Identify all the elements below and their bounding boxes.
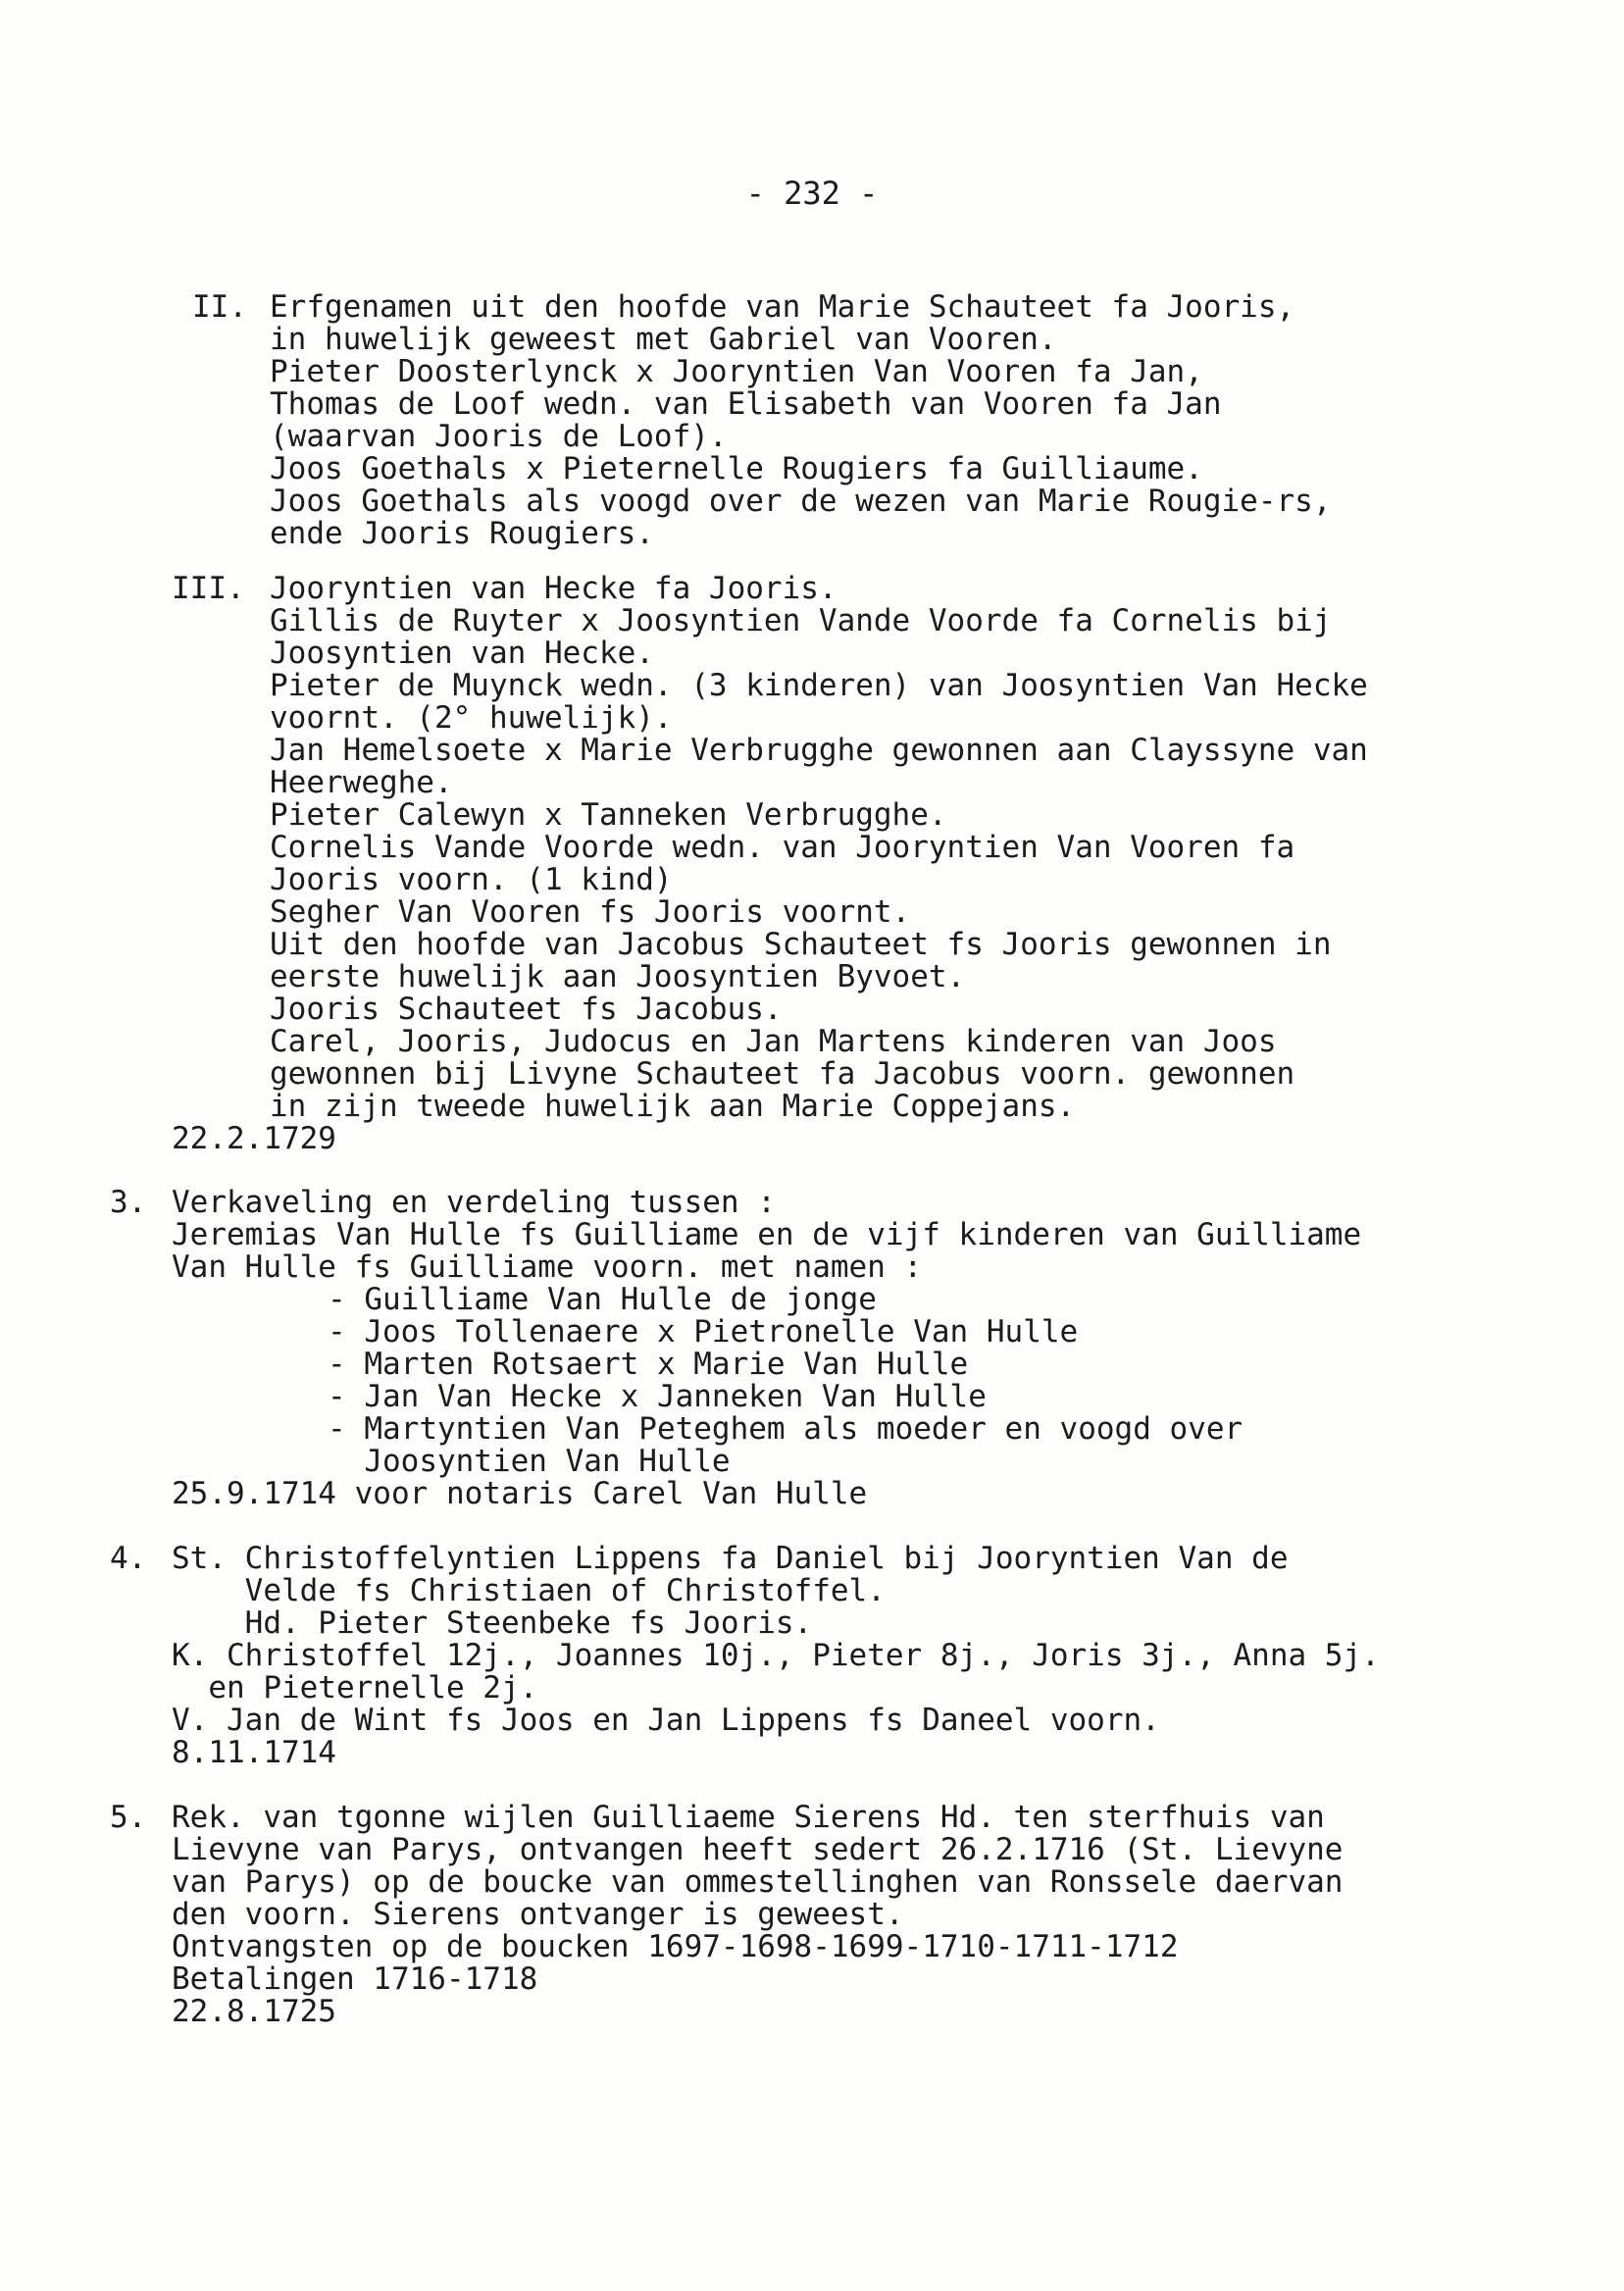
- text-line: Segher Van Vooren fs Jooris voornt.: [270, 894, 911, 930]
- text-line: Lievyne van Parys, ontvangen heeft sedert 26.2.1716 (St. Lievyne: [172, 1832, 1344, 1867]
- text-line: Ontvangsten op de boucken 1697-1698-1699-1710-1711-1712: [172, 1929, 1179, 1964]
- list-item: - Joos Tollenaere x Pietronelle Van Hulle: [328, 1314, 1079, 1349]
- text-line: Gillis de Ruyter x Joosyntien Vande Voorde fa Cornelis bij: [270, 603, 1332, 638]
- text-line: Jan Hemelsoete x Marie Verbrugghe gewonnen aan Clayssyne van: [270, 733, 1368, 768]
- date-line: 8.11.1714: [172, 1735, 336, 1770]
- text-line: in huwelijk geweest met Gabriel van Vooren.: [270, 322, 1057, 357]
- text-line: Jooris voorn. (1 kind): [270, 862, 673, 897]
- text-line: Betalingen 1716-1718: [172, 1961, 538, 1997]
- page-number: - 232 -: [745, 175, 879, 212]
- text-line: Joos Goethals x Pieternelle Rougiers fa Guilliaume.: [270, 451, 1203, 486]
- entry-number: 4.: [110, 1541, 147, 1576]
- text-line: Jeremias Van Hulle fs Guilliame en de vijf kinderen van Guilliame: [172, 1217, 1362, 1252]
- list-item: - Martyntien Van Peteghem als moeder en voogd over: [328, 1411, 1243, 1447]
- text-line: Pieter de Muynck wedn. (3 kinderen) van Joosyntien Van Hecke: [270, 668, 1368, 703]
- text-line: voornt. (2° huwelijk).: [270, 700, 673, 736]
- text-line: V. Jan de Wint fs Joos en Jan Lippens fs Daneel voorn.: [172, 1703, 1160, 1738]
- text-line: (waarvan Jooris de Loof).: [270, 419, 728, 454]
- section-number: II.: [192, 289, 247, 325]
- text-line: Joos Goethals als voogd over de wezen van Marie Rougie-rs,: [270, 484, 1332, 519]
- text-line: Heerweghe.: [270, 765, 453, 800]
- date-line: 22.2.1729: [172, 1121, 336, 1156]
- text-line: Joosyntien van Hecke.: [270, 636, 654, 671]
- list-item: Joosyntien Van Hulle: [328, 1444, 731, 1479]
- text-line: en Pieternelle 2j.: [172, 1670, 538, 1706]
- list-item: - Jan Van Hecke x Janneken Van Hulle: [328, 1379, 987, 1414]
- text-line: den voorn. Sierens ontvanger is geweest.: [172, 1897, 904, 1932]
- text-line: Verkaveling en verdeling tussen :: [172, 1185, 776, 1220]
- text-line: van Parys) op de boucke van ommestellinghen van Ronssele daervan: [172, 1864, 1344, 1900]
- text-line: eerste huwelijk aan Joosyntien Byvoet.: [270, 959, 966, 994]
- date-line: 22.8.1725: [172, 1994, 336, 2029]
- text-line: in zijn tweede huwelijk aan Marie Coppejans.: [270, 1089, 1076, 1124]
- text-line: Pieter Doosterlynck x Jooryntien Van Vooren fa Jan,: [270, 354, 1203, 389]
- text-line: Jooris Schauteet fs Jacobus.: [270, 992, 783, 1027]
- text-line: gewonnen bij Livyne Schauteet fa Jacobus voorn. gewonnen: [270, 1056, 1295, 1092]
- text-line: Cornelis Vande Voorde wedn. van Jooryntien Van Vooren fa: [270, 830, 1295, 865]
- text-line: St. Christoffelyntien Lippens fa Daniel bij Jooryntien Van de: [172, 1541, 1289, 1576]
- text-line: Carel, Jooris, Judocus en Jan Martens kinderen van Joos: [270, 1024, 1277, 1059]
- text-line: Thomas de Loof wedn. van Elisabeth van Vooren fa Jan: [270, 386, 1222, 422]
- text-line: Pieter Calewyn x Tanneken Verbrugghe.: [270, 797, 947, 833]
- text-line: Velde fs Christiaen of Christoffel.: [172, 1573, 886, 1608]
- section-number: III.: [172, 571, 245, 606]
- date-line: 25.9.1714 voor notaris Carel Van Hulle: [172, 1476, 868, 1511]
- text-line: ende Jooris Rougiers.: [270, 516, 654, 551]
- text-line: Erfgenamen uit den hoofde van Marie Schauteet fa Jooris,: [270, 289, 1295, 325]
- list-item: - Guilliame Van Hulle de jonge: [328, 1282, 877, 1317]
- text-line: Hd. Pieter Steenbeke fs Jooris.: [172, 1605, 813, 1641]
- text-line: Uit den hoofde van Jacobus Schauteet fs Jooris gewonnen in: [270, 927, 1332, 962]
- entry-number: 3.: [110, 1185, 147, 1220]
- entry-number: 5.: [110, 1800, 147, 1835]
- text-line: Van Hulle fs Guilliame voorn. met namen :: [172, 1249, 923, 1285]
- text-line: Jooryntien van Hecke fa Jooris.: [270, 571, 837, 606]
- list-item: - Marten Rotsaert x Marie Van Hulle: [328, 1347, 969, 1382]
- text-line: K. Christoffel 12j., Joannes 10j., Pieter 8j., Joris 3j., Anna 5j.: [172, 1638, 1380, 1673]
- text-line: Rek. van tgonne wijlen Guilliaeme Sierens Hd. ten sterfhuis van: [172, 1800, 1325, 1835]
